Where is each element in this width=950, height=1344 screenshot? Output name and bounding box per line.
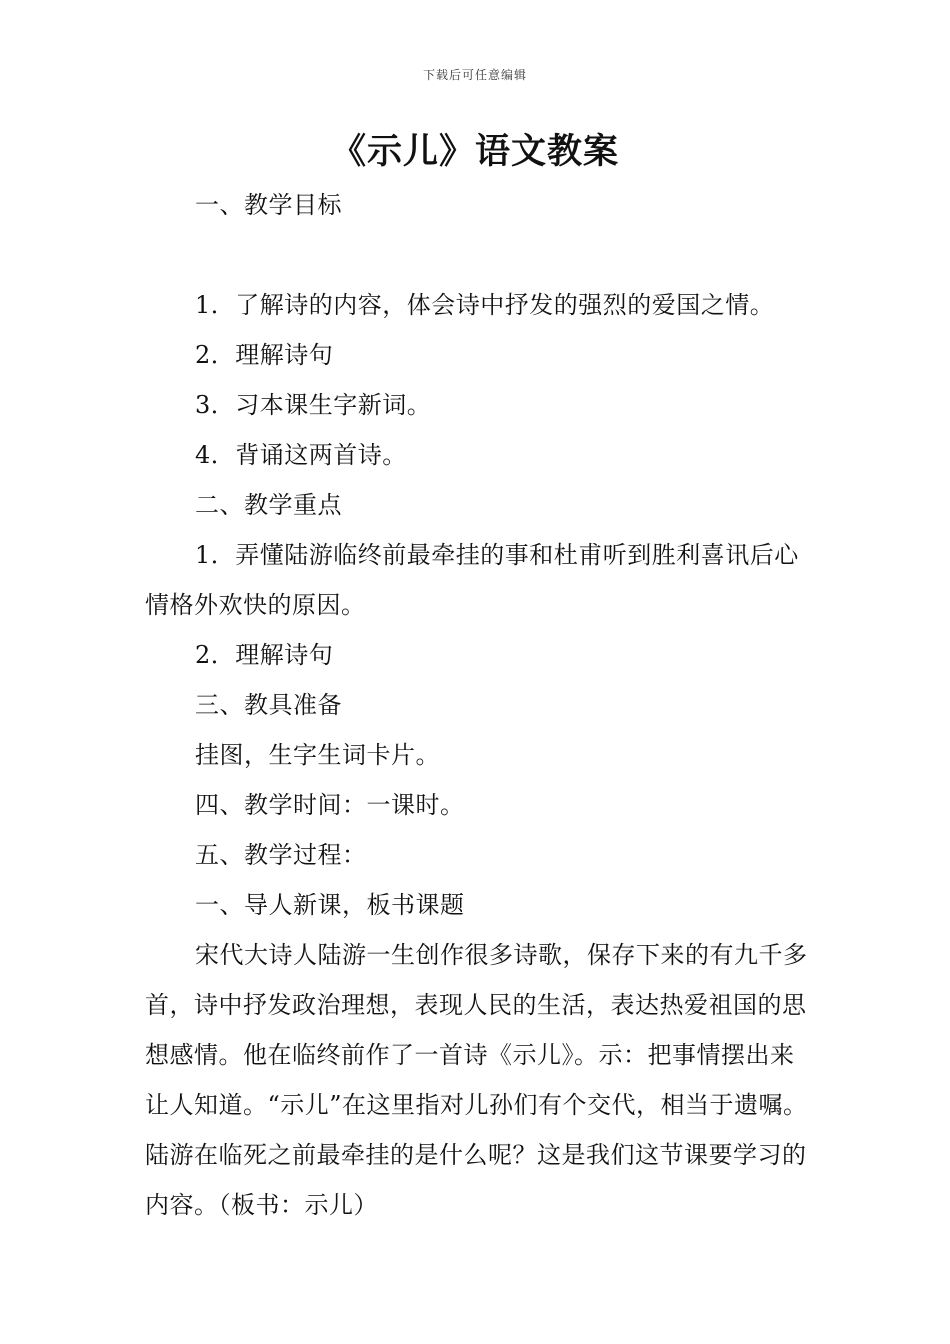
section-heading-key-points: 二、教学重点 xyxy=(195,491,342,519)
key-point-item: 2．理解诗句 xyxy=(195,641,334,669)
section-heading-materials: 三、教具准备 xyxy=(195,691,342,719)
document-body xyxy=(145,180,810,1230)
objective-item: 2．理解诗句 xyxy=(195,341,334,369)
materials-text: 挂图，生字生词卡片。 xyxy=(195,741,440,769)
process-paragraph: 宋代大诗人陆游一生创作很多诗歌，保存下来的有九千多首，诗中抒发政治理想，表现人民的生活，表达热爱祖国的思想感情。他在临终前作了一首诗《示儿》。示：把事情摆出来让人知道。“示儿”在这里指对儿孙们有个交代，相当于遗嘱。陆游在临死之前最牵挂的是什么呢？这是我们这节课要学习的内容。（板书：示儿） xyxy=(145,941,808,1219)
objective-item: 4．背诵这两首诗。 xyxy=(195,441,407,469)
process-subheading: 一、导人新课，板书课题 xyxy=(195,891,465,919)
key-point-item: 1．弄懂陆游临终前最牵挂的事和杜甫听到胜利喜讯后心情格外欢快的原因。 xyxy=(145,541,799,619)
section-heading-time: 四、教学时间：一课时。 xyxy=(195,791,465,819)
objective-item: 3．习本课生字新词。 xyxy=(195,391,432,419)
section-heading-objectives: 一、教学目标 xyxy=(195,191,342,219)
section-heading-process: 五、教学过程： xyxy=(195,841,367,869)
document-title: 《示儿》语文教案 xyxy=(330,131,619,172)
objective-item: 1．了解诗的内容，体会诗中抒发的强烈的爱国之情。 xyxy=(195,291,775,319)
blank-line xyxy=(145,230,810,280)
header-note: 下载后可任意编辑 xyxy=(422,68,527,82)
